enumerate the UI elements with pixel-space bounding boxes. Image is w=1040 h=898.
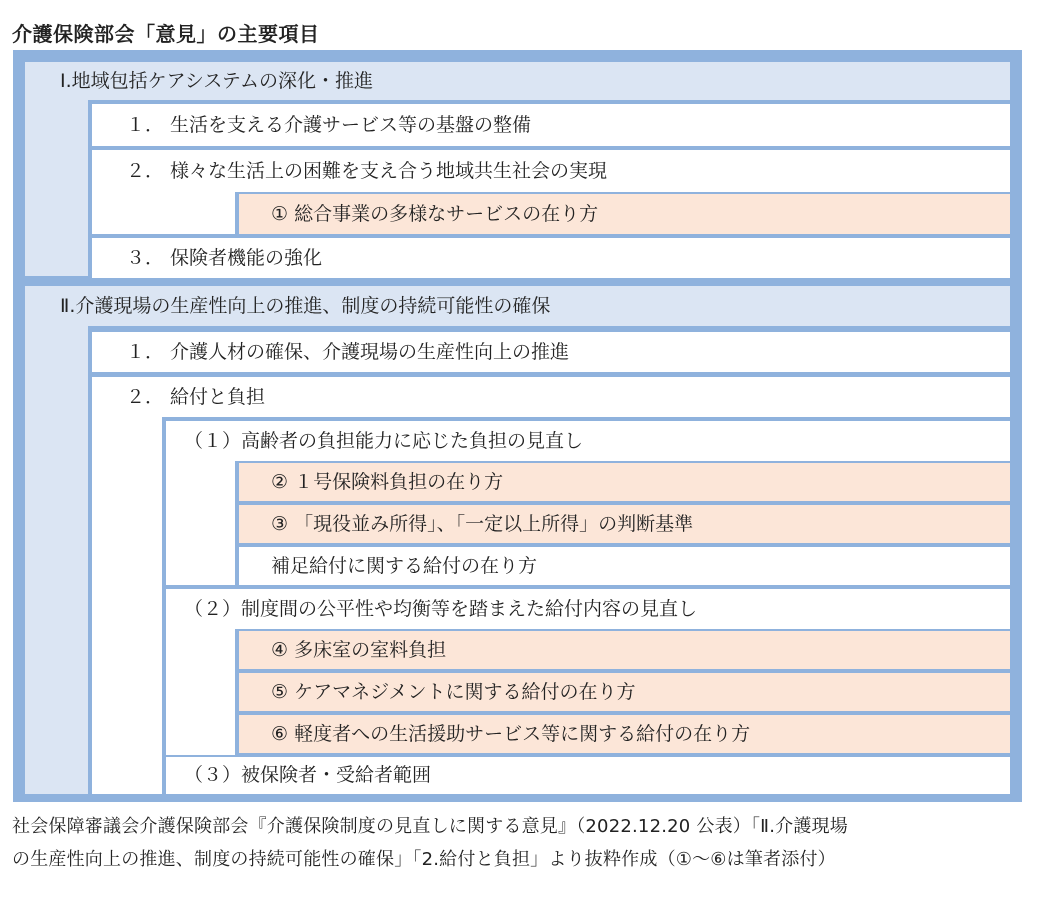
item-2-2-1-highlight-2-label: ② １号保険料負担の在り方 [271, 470, 504, 493]
item-2-2-1-highlight-3-label: ③ 「現役並み所得」、「一定以上所得」の判断基準 [271, 512, 694, 535]
section-2-heading [25, 286, 1010, 326]
section-2-label: Ⅱ.介護現場の生産性向上の推進、制度の持続可能性の確保 [60, 294, 551, 317]
item-2-2-2-highlight-6-label: ⑥ 軽度者への生活援助サービス等に関する給付の在り方 [271, 722, 751, 745]
item-2-2-2-label: （２）制度間の公平性や均衡等を踏まえた給付内容の見直し [184, 597, 698, 620]
item-2-2-2-highlight-5 [239, 673, 1010, 711]
item-1-2-indent [92, 192, 235, 234]
item-2-2-1-label: （１）高齢者の負担能力に応じた負担の見直し [184, 429, 584, 452]
item-2-2-1-supplement [239, 547, 1010, 585]
item-1-3 [92, 238, 1010, 278]
section-1-label: Ⅰ.地域包括ケアシステムの深化・推進 [60, 69, 373, 92]
section-1-heading [25, 62, 1010, 100]
item-1-3-label: ３． 保険者機能の強化 [126, 246, 323, 269]
item-1-2-label: ２． 様々な生活上の困難を支え合う地域共生社会の実現 [126, 159, 608, 182]
source-note-line-2: の生産性向上の推進、制度の持続可能性の確保」「2.給付と負担」より抜粋作成（①～⑥は筆者添付） [12, 849, 836, 870]
section-1-indent [25, 100, 88, 276]
source-note-line-1: 社会保障審議会介護保険部会『介護保険制度の見直しに関する意見』（2022.12.20 公表）「Ⅱ.介護現場 [12, 816, 848, 837]
item-2-2-2 [166, 589, 1010, 629]
item-1-1 [92, 104, 1010, 146]
item-2-2-indent [92, 417, 162, 794]
page-title: 介護保険部会「意見」の主要項目 [12, 22, 320, 46]
item-2-2-1-indent [166, 461, 235, 585]
item-2-2-1-highlight-2 [239, 463, 1010, 501]
item-1-2-highlight-1 [239, 194, 1010, 234]
item-2-2-label: ２． 給付と負担 [126, 385, 266, 408]
item-2-1 [92, 332, 1010, 372]
item-2-2-1-highlight-3 [239, 505, 1010, 543]
item-2-2-3-label: （３）被保険者・受給者範囲 [184, 764, 432, 786]
item-2-2-2-highlight-4 [239, 631, 1010, 669]
item-2-2-1-supplement-label: 補足給付に関する給付の在り方 [271, 554, 538, 577]
item-2-1-label: １． 介護人材の確保、介護現場の生産性向上の推進 [126, 340, 570, 363]
item-2-2-3 [166, 757, 1010, 794]
item-2-2-2-highlight-4-label: ④ 多床室の室料負担 [271, 638, 447, 661]
item-2-2 [92, 377, 1010, 417]
item-2-2-2-highlight-6 [239, 715, 1010, 753]
item-1-2 [92, 150, 1010, 192]
item-1-2-highlight-1-label: ① 総合事業の多様なサービスの在り方 [271, 202, 599, 225]
item-2-2-2-highlight-5-label: ⑤ ケアマネジメントに関する給付の在り方 [271, 680, 636, 703]
section-2-indent [25, 326, 88, 794]
item-1-1-label: １． 生活を支える介護サービス等の基盤の整備 [126, 113, 532, 136]
item-2-2-1 [166, 421, 1010, 461]
item-2-2-2-indent [166, 629, 235, 755]
